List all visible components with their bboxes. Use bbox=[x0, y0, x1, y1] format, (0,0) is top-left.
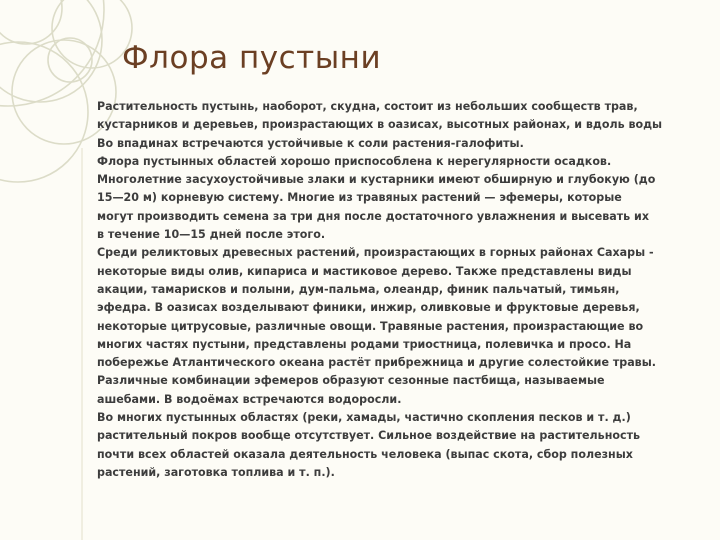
body-line: ашебами. В водоёмах встречаются водоросли. bbox=[97, 392, 402, 406]
slide-body-text bbox=[97, 98, 689, 482]
body-line: Флора пустынных областей хорошо приспособлена к нерегулярности осадков. bbox=[97, 154, 612, 168]
body-line: могут производить семена за три дня после достаточного увлажнения и высевать их bbox=[97, 209, 649, 223]
slide-title: Флора пустыни bbox=[122, 40, 382, 76]
body-line: кустарников и деревьев, произрастающих в оазисах, высотных районах, и вдоль воды bbox=[97, 118, 663, 132]
body-line: некоторые цитрусовые, различные овощи. Травяные растения, произрастающие во bbox=[97, 319, 644, 333]
body-line: некоторые виды олив, кипариса и мастиковое дерево. Также представлены виды bbox=[97, 264, 632, 278]
body-line: Среди реликтовых древесных растений, произрастающих в горных районах Сахары - bbox=[97, 246, 654, 260]
body-line: эфедра. В оазисах возделывают финики, инжир, оливковые и фруктовые деревья, bbox=[97, 301, 640, 315]
deco-circle bbox=[48, 38, 92, 82]
deco-circle bbox=[0, 42, 88, 182]
body-line: многих частях пустыни, представлены родами триостница, полевичка и просо. На bbox=[97, 337, 632, 351]
body-line: Во многих пустынных областях (реки, хамады, частично скопления песков и т. д.) bbox=[97, 411, 631, 425]
body-line: Многолетние засухоустойчивые злаки и кустарники имеют обширную и глубокую (до bbox=[97, 173, 656, 187]
body-line: растительный покров вообще отсутствует. Сильное воздействие на растительность bbox=[97, 429, 641, 443]
body-line: в течение 10—15 дней после этого. bbox=[97, 228, 326, 242]
body-line: побережье Атлантического океана растёт прибрежница и другие солестойкие травы. bbox=[97, 356, 656, 370]
body-line: Растительность пустынь, наоборот, скудна, состоит из небольших сообществ трав, bbox=[97, 100, 638, 113]
body-line: Различные комбинации эфемеров образуют сезонные пастбища, называемые bbox=[97, 374, 605, 388]
body-line: акации, тамарисков и полыни, дум-пальма, олеандр, финик пальчатый, тимьян, bbox=[97, 282, 620, 296]
body-line: Во впадинах встречаются устойчивые к соли растения-галофиты. bbox=[97, 136, 524, 150]
body-line: 15—20 м) корневую систему. Многие из травяных растений — эфемеры, которые bbox=[97, 191, 622, 205]
body-line: растений, заготовка топлива и т. п.). bbox=[97, 465, 335, 479]
body-line: почти всех областей оказала деятельность человека (выпас скота, сбор полезных bbox=[97, 447, 633, 461]
deco-circle bbox=[0, 0, 104, 106]
